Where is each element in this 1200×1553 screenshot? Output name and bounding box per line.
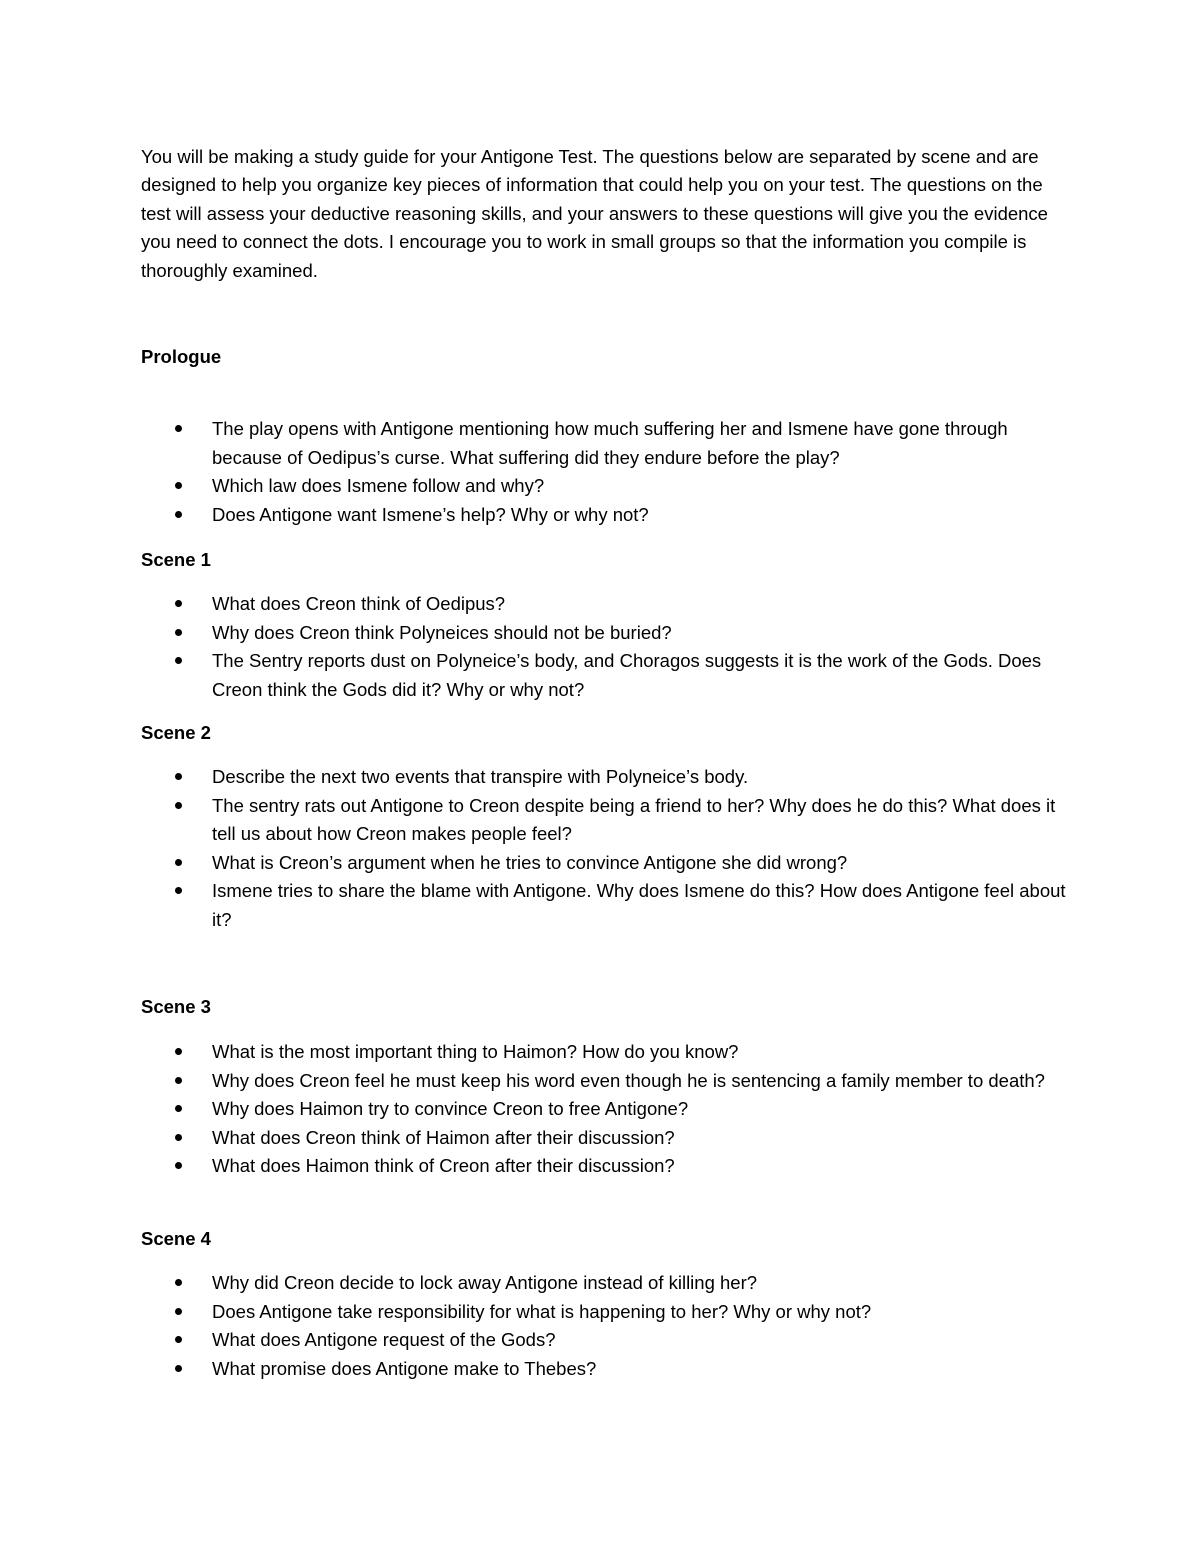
question-text: What does Haimon think of Creon after their discussion? [212, 1155, 675, 1177]
question-text: The play opens with Antigone mentioning how much suffering her and Ismene have gone through because of Oedipus’s curse. What suffering did they endure before the play? [212, 418, 1008, 468]
bullet-icon [175, 1077, 182, 1084]
question-item [141, 590, 1071, 619]
bullet-icon [175, 1336, 182, 1343]
question-item [141, 1152, 1071, 1181]
question-text: What does Creon think of Oedipus? [212, 593, 506, 614]
bullet-icon [175, 1162, 182, 1169]
question-item [141, 1269, 1071, 1298]
bullet-icon [175, 629, 182, 636]
question-text: Why does Haimon try to convince Creon to free Antigone? [212, 1098, 689, 1120]
question-item [141, 647, 1071, 704]
bullet-icon [175, 1048, 182, 1055]
question-item [141, 763, 1071, 792]
question-list [141, 590, 1071, 704]
section-scene-3 [141, 993, 1071, 1181]
question-item [141, 1355, 1071, 1384]
question-text: Does Antigone take responsibility for what is happening to her? Why or why not? [212, 1300, 872, 1322]
question-text: What does Antigone request of the Gods? [212, 1329, 556, 1351]
intro-paragraph: You will be making a study guide for your Antigone Test. The questions below are separated by scene and are designed to help you organize key pieces of information that could help you on your test. The questions on the test will assess your deductive reasoning skills, and your answers to these questions will give you the evidence you need to connect the dots. I encourage you to work in small groups so that the information you compile is thoroughly examined. [141, 146, 1048, 281]
section-heading: Prologue [141, 346, 222, 367]
question-item [141, 849, 1071, 878]
question-item [141, 1038, 1071, 1067]
question-text: The sentry rats out Antigone to Creon despite being a friend to her? Why does he do this? What does it tell us about how Creon makes people feel? [212, 794, 1056, 845]
question-item [141, 792, 1071, 849]
bullet-icon [175, 1279, 182, 1286]
question-text: What promise does Antigone make to Thebes? [212, 1357, 597, 1379]
question-text: Does Antigone want Ismene’s help? Why or why not? [212, 503, 649, 525]
section-scene-1 [141, 546, 1071, 704]
question-text: What is the most important thing to Haimon? How do you know? [212, 1041, 739, 1062]
question-item [141, 472, 1071, 501]
question-list [141, 1269, 1071, 1383]
question-list [141, 763, 1071, 935]
section-heading: Scene 1 [141, 549, 211, 570]
bullet-icon [175, 887, 182, 894]
question-item [141, 619, 1071, 648]
bullet-icon [175, 1365, 182, 1372]
question-text: Ismene tries to share the blame with Antigone. Why does Ismene do this? How does Antigone feel about it? [212, 880, 1066, 930]
bullet-icon [175, 657, 182, 664]
bullet-icon [175, 859, 182, 866]
question-text: Describe the next two events that transpire with Polyneice’s body. [212, 766, 749, 787]
bullet-icon [175, 600, 182, 607]
question-text: Why does Creon feel he must keep his word even though he is sentencing a family member to death? [212, 1069, 1045, 1091]
question-text: What is Creon’s argument when he tries to convince Antigone she did wrong? [212, 851, 848, 873]
section-heading: Scene 4 [141, 1228, 211, 1249]
bullet-icon [175, 482, 182, 489]
question-list [141, 1038, 1071, 1181]
question-item [141, 1124, 1071, 1153]
bullet-icon [175, 425, 182, 432]
bullet-icon [175, 773, 182, 780]
question-text: Why did Creon decide to lock away Antigone instead of killing her? [212, 1272, 758, 1293]
question-item [141, 1095, 1071, 1124]
bullet-icon [175, 1134, 182, 1141]
bullet-icon [175, 511, 182, 518]
section-heading: Scene 3 [141, 996, 211, 1017]
section-scene-2 [141, 719, 1071, 935]
question-item [141, 415, 1071, 472]
bullet-icon [175, 802, 182, 809]
bullet-icon [175, 1105, 182, 1112]
question-text: The Sentry reports dust on Polyneice’s body, and Choragos suggests it is the work of the Gods. Does Creon think the Gods did it? Why or why not? [212, 650, 1042, 700]
question-item [141, 1326, 1071, 1355]
question-item [141, 1298, 1071, 1327]
question-text: Which law does Ismene follow and why? [212, 475, 545, 497]
question-text: What does Creon think of Haimon after their discussion? [212, 1126, 675, 1148]
section-heading: Scene 2 [141, 722, 211, 743]
section-prologue [141, 343, 1071, 529]
question-item [141, 877, 1071, 934]
bullet-icon [175, 1308, 182, 1315]
question-list [141, 415, 1071, 529]
question-text: Why does Creon think Polyneices should not be buried? [212, 621, 672, 643]
section-scene-4 [141, 1225, 1071, 1383]
question-item [141, 501, 1071, 530]
question-item [141, 1067, 1071, 1096]
